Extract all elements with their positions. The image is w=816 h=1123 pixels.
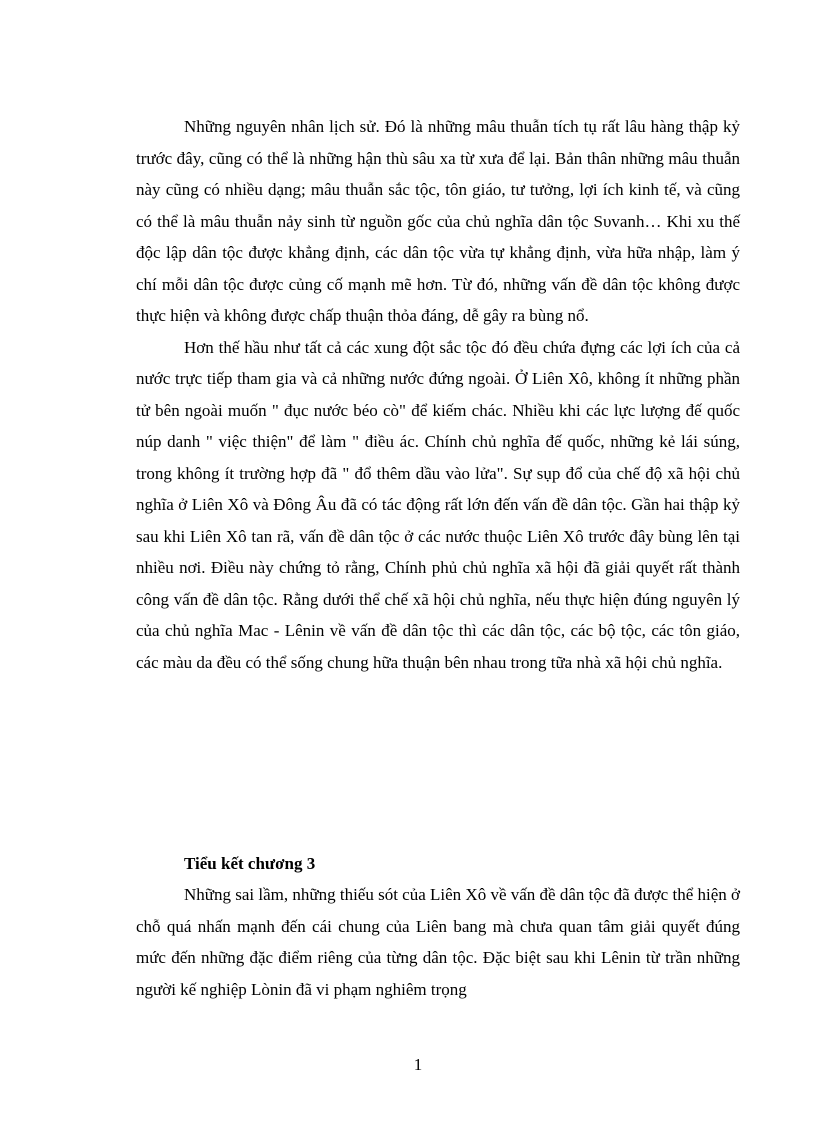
paragraph-ethnic-conflicts: Hơn thế hầu như tất cả các xung đột sắc tộc đó đều chứa đựng các lợi ích của cả nước trực tiếp tham gia và cả những nước đứng ngoài. Ở Liên Xô, không ít những phần tử bên ngoài muốn " đục nước béo cò" để kiếm chác. Nhiều khi các lực lượng đế quốc núp danh " việc thiện" để làm " điều ác. Chính chủ nghĩa đế quốc, những kẻ lái súng, trong không ít trường hợp đã " đổ thêm dầu vào lửa". Sự sụp đổ của chế độ xã hội chủ nghĩa ở Liên Xô và Đông Âu đã có tác động rất lớn đến vấn đề dân tộc. Gần hai thập kỷ sau khi Liên Xô tan rã, vấn đề dân tộc ở các nước thuộc Liên Xô trước đây bùng lên tại nhiều nơi. Điều này chứng tỏ rằng, Chính phủ chủ nghĩa xã hội đã giải quyết rất thành công vấn đề dân tộc. Rằng dưới thể chế xã hội chủ nghĩa, nếu thực hiện đúng nguyên lý của chủ nghĩa Mac - Lênin về vấn đề dân tộc thì các dân tộc, các bộ tộc, các tôn giáo, các màu da đều có thể sống chung hữa thuận bên nhau trong tữa nhà xã hội chủ nghĩa. xyxy=(136,337,740,672)
paragraph-historical-causes: Những nguyên nhân lịch sử. Đó là những mâu thuẫn tích tụ rất lâu hàng thập kỷ trước đây, cũng có thể là những hận thù sâu xa từ xưa để lại. Bản thân những mâu thuẫn này cũng có nhiều dạng; mâu thuẫn sắc tộc, tôn giáo, tư tưởng, lợi ích kinh tế, và cũng có thể là mâu thuẫn nảy sinh từ nguồn gốc của chủ nghĩa dân tộc Sυvanh… Khi xu thế độc lập dân tộc được khẳng định, các dân tộc vừa tự khẳng định, vừa hữa nhập, làm ý chí mỗi dân tộc được củng cố mạnh mẽ hơn. Từ đó, những vấn đề dân tộc không được thực hiện và không được chấp thuận thỏa đáng, dễ gây ra bùng nổ. xyxy=(136,117,740,325)
main-text-block xyxy=(136,111,740,678)
paragraph-chapter-summary: Những sai lầm, những thiếu sót của Liên Xô về vấn đề dân tộc đã được thể hiện ở chỗ quá nhấn mạnh đến cái chung của Liên bang mà chưa quan tâm giải quyết đúng mức đến những đặc điểm riêng của từng dân tộc. Đặc biệt sau khi Lênin từ trần những người kế nghiệp Lònin đã vi phạm nghiêm trọng xyxy=(136,885,740,999)
section-heading: Tiểu kết chương 3 xyxy=(184,854,316,873)
section-text-block xyxy=(136,879,740,1005)
page-number: 1 xyxy=(413,1055,423,1074)
